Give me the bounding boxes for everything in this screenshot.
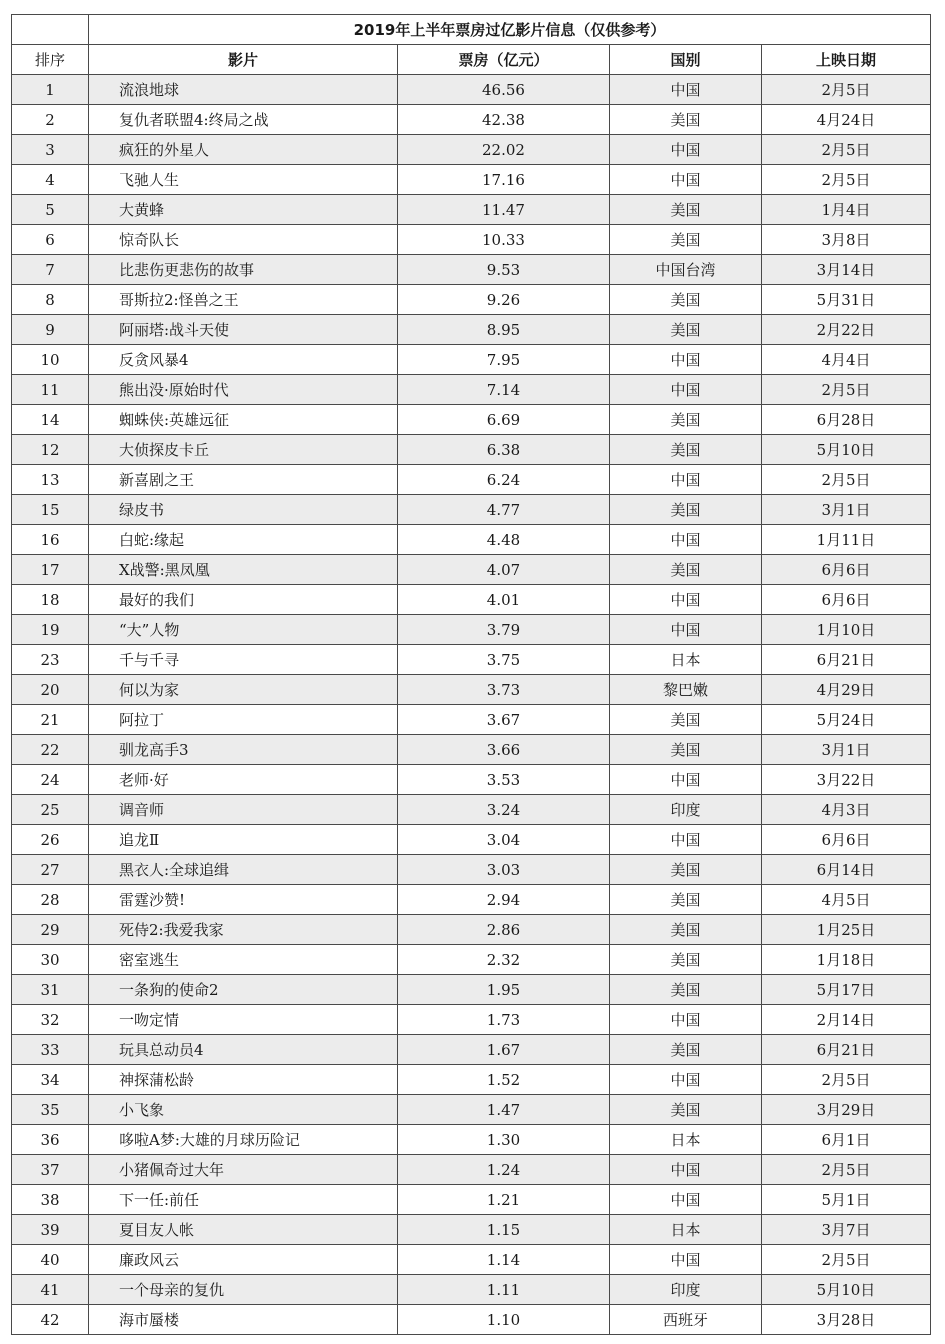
table-row bbox=[12, 675, 931, 705]
country-cell: 美国 bbox=[610, 105, 762, 135]
box-office-cell: 3.79 bbox=[398, 615, 610, 645]
film-title-cell: 海市蜃楼 bbox=[89, 1305, 398, 1335]
box-office-cell: 1.15 bbox=[398, 1215, 610, 1245]
film-title-cell: X战警:黑凤凰 bbox=[89, 555, 398, 585]
release-date-cell: 1月25日 bbox=[762, 915, 931, 945]
rank-cell: 39 bbox=[12, 1215, 89, 1245]
box-office-cell: 3.03 bbox=[398, 855, 610, 885]
film-title-cell: 一条狗的使命2 bbox=[89, 975, 398, 1005]
country-cell: 中国 bbox=[610, 765, 762, 795]
box-office-cell: 6.69 bbox=[398, 405, 610, 435]
country-cell: 美国 bbox=[610, 945, 762, 975]
box-office-cell: 2.32 bbox=[398, 945, 610, 975]
box-office-cell: 1.14 bbox=[398, 1245, 610, 1275]
country-cell: 印度 bbox=[610, 795, 762, 825]
release-date-cell: 1月4日 bbox=[762, 195, 931, 225]
release-date-cell: 6月28日 bbox=[762, 405, 931, 435]
rank-cell: 26 bbox=[12, 825, 89, 855]
table-row bbox=[12, 945, 931, 975]
table-row bbox=[12, 975, 931, 1005]
table-row bbox=[12, 915, 931, 945]
release-date-cell: 2月5日 bbox=[762, 75, 931, 105]
film-title-cell: 死侍2:我爱我家 bbox=[89, 915, 398, 945]
release-date-cell: 4月24日 bbox=[762, 105, 931, 135]
country-cell: 美国 bbox=[610, 285, 762, 315]
country-cell: 中国 bbox=[610, 1185, 762, 1215]
table-row bbox=[12, 885, 931, 915]
film-title-cell: 反贪风暴4 bbox=[89, 345, 398, 375]
country-cell: 美国 bbox=[610, 315, 762, 345]
rank-cell: 31 bbox=[12, 975, 89, 1005]
film-title-cell: 追龙Ⅱ bbox=[89, 825, 398, 855]
release-date-cell: 5月17日 bbox=[762, 975, 931, 1005]
box-office-cell: 17.16 bbox=[398, 165, 610, 195]
film-title-cell: 驯龙高手3 bbox=[89, 735, 398, 765]
rank-cell: 13 bbox=[12, 465, 89, 495]
table-row bbox=[12, 75, 931, 105]
country-cell: 中国 bbox=[610, 1155, 762, 1185]
film-title-cell: 飞驰人生 bbox=[89, 165, 398, 195]
country-cell: 美国 bbox=[610, 705, 762, 735]
box-office-cell: 6.24 bbox=[398, 465, 610, 495]
country-cell: 美国 bbox=[610, 495, 762, 525]
rank-cell: 11 bbox=[12, 375, 89, 405]
rank-cell: 2 bbox=[12, 105, 89, 135]
table-row bbox=[12, 795, 931, 825]
film-title-cell: 老师·好 bbox=[89, 765, 398, 795]
rank-cell: 35 bbox=[12, 1095, 89, 1125]
country-cell: 美国 bbox=[610, 555, 762, 585]
rank-cell: 16 bbox=[12, 525, 89, 555]
film-title-cell: 玩具总动员4 bbox=[89, 1035, 398, 1065]
film-title-cell: 复仇者联盟4:终局之战 bbox=[89, 105, 398, 135]
rank-cell: 20 bbox=[12, 675, 89, 705]
rank-cell: 29 bbox=[12, 915, 89, 945]
box-office-cell: 2.86 bbox=[398, 915, 610, 945]
rank-cell: 5 bbox=[12, 195, 89, 225]
box-office-cell: 9.53 bbox=[398, 255, 610, 285]
rank-cell: 32 bbox=[12, 1005, 89, 1035]
release-date-cell: 6月6日 bbox=[762, 585, 931, 615]
release-date-cell: 3月28日 bbox=[762, 1305, 931, 1335]
release-date-cell: 2月5日 bbox=[762, 1065, 931, 1095]
box-office-cell: 4.48 bbox=[398, 525, 610, 555]
table-body bbox=[12, 75, 931, 1335]
table-row bbox=[12, 525, 931, 555]
box-office-cell: 1.11 bbox=[398, 1275, 610, 1305]
release-date-cell: 6月21日 bbox=[762, 1035, 931, 1065]
box-office-cell: 3.67 bbox=[398, 705, 610, 735]
country-cell: 中国台湾 bbox=[610, 255, 762, 285]
rank-cell: 30 bbox=[12, 945, 89, 975]
table-row bbox=[12, 1275, 931, 1305]
box-office-cell: 4.01 bbox=[398, 585, 610, 615]
film-title-cell: 流浪地球 bbox=[89, 75, 398, 105]
country-cell: 中国 bbox=[610, 345, 762, 375]
table-row bbox=[12, 855, 931, 885]
film-title-cell: 小飞象 bbox=[89, 1095, 398, 1125]
release-date-cell: 3月22日 bbox=[762, 765, 931, 795]
release-date-cell: 1月11日 bbox=[762, 525, 931, 555]
country-cell: 中国 bbox=[610, 585, 762, 615]
country-cell: 中国 bbox=[610, 135, 762, 165]
rank-cell: 1 bbox=[12, 75, 89, 105]
release-date-cell: 5月10日 bbox=[762, 435, 931, 465]
country-cell: 黎巴嫩 bbox=[610, 675, 762, 705]
country-cell: 美国 bbox=[610, 405, 762, 435]
film-title-cell: 阿丽塔:战斗天使 bbox=[89, 315, 398, 345]
table-row bbox=[12, 255, 931, 285]
table-row bbox=[12, 585, 931, 615]
column-header-release-date: 上映日期 bbox=[762, 45, 931, 75]
rank-cell: 17 bbox=[12, 555, 89, 585]
film-title-cell: 大侦探皮卡丘 bbox=[89, 435, 398, 465]
release-date-cell: 5月31日 bbox=[762, 285, 931, 315]
country-cell: 美国 bbox=[610, 855, 762, 885]
release-date-cell: 2月5日 bbox=[762, 375, 931, 405]
box-office-cell: 8.95 bbox=[398, 315, 610, 345]
table-row bbox=[12, 1095, 931, 1125]
film-title-cell: 调音师 bbox=[89, 795, 398, 825]
film-title-cell: 熊出没·原始时代 bbox=[89, 375, 398, 405]
table-row bbox=[12, 375, 931, 405]
country-cell: 美国 bbox=[610, 1095, 762, 1125]
table-row bbox=[12, 645, 931, 675]
column-header-box-office: 票房（亿元） bbox=[398, 45, 610, 75]
film-title-cell: 最好的我们 bbox=[89, 585, 398, 615]
table-row bbox=[12, 825, 931, 855]
release-date-cell: 3月1日 bbox=[762, 495, 931, 525]
rank-cell: 42 bbox=[12, 1305, 89, 1335]
box-office-document bbox=[11, 14, 930, 1335]
rank-cell: 34 bbox=[12, 1065, 89, 1095]
box-office-cell: 1.30 bbox=[398, 1125, 610, 1155]
country-cell: 美国 bbox=[610, 435, 762, 465]
table-row bbox=[12, 705, 931, 735]
table-row bbox=[12, 1005, 931, 1035]
film-title-cell: “大”人物 bbox=[89, 615, 398, 645]
box-office-cell: 1.52 bbox=[398, 1065, 610, 1095]
release-date-cell: 2月5日 bbox=[762, 135, 931, 165]
film-title-cell: 疯狂的外星人 bbox=[89, 135, 398, 165]
box-office-cell: 3.73 bbox=[398, 675, 610, 705]
film-title-cell: 阿拉丁 bbox=[89, 705, 398, 735]
country-cell: 中国 bbox=[610, 615, 762, 645]
box-office-cell: 1.24 bbox=[398, 1155, 610, 1185]
rank-cell: 19 bbox=[12, 615, 89, 645]
rank-cell: 28 bbox=[12, 885, 89, 915]
table-row bbox=[12, 1305, 931, 1335]
box-office-cell: 3.04 bbox=[398, 825, 610, 855]
box-office-cell: 3.66 bbox=[398, 735, 610, 765]
release-date-cell: 1月18日 bbox=[762, 945, 931, 975]
country-cell: 中国 bbox=[610, 465, 762, 495]
country-cell: 中国 bbox=[610, 1245, 762, 1275]
table-row bbox=[12, 285, 931, 315]
rank-cell: 40 bbox=[12, 1245, 89, 1275]
rank-cell: 24 bbox=[12, 765, 89, 795]
table-row bbox=[12, 225, 931, 255]
release-date-cell: 6月1日 bbox=[762, 1125, 931, 1155]
film-title-cell: 大黄蜂 bbox=[89, 195, 398, 225]
box-office-cell: 4.77 bbox=[398, 495, 610, 525]
country-cell: 美国 bbox=[610, 195, 762, 225]
table-row bbox=[12, 315, 931, 345]
table-row bbox=[12, 735, 931, 765]
film-title-cell: 下一任:前任 bbox=[89, 1185, 398, 1215]
country-cell: 中国 bbox=[610, 75, 762, 105]
rank-cell: 41 bbox=[12, 1275, 89, 1305]
film-title-cell: 神探蒲松龄 bbox=[89, 1065, 398, 1095]
rank-cell: 4 bbox=[12, 165, 89, 195]
release-date-cell: 2月5日 bbox=[762, 165, 931, 195]
table-row bbox=[12, 435, 931, 465]
column-header-rank: 排序 bbox=[12, 45, 89, 75]
table-row bbox=[12, 555, 931, 585]
release-date-cell: 2月5日 bbox=[762, 1155, 931, 1185]
table-row bbox=[12, 1245, 931, 1275]
rank-cell: 14 bbox=[12, 405, 89, 435]
table-row bbox=[12, 405, 931, 435]
release-date-cell: 4月5日 bbox=[762, 885, 931, 915]
box-office-cell: 11.47 bbox=[398, 195, 610, 225]
country-cell: 美国 bbox=[610, 1035, 762, 1065]
film-title-cell: 何以为家 bbox=[89, 675, 398, 705]
table-row bbox=[12, 1155, 931, 1185]
country-cell: 日本 bbox=[610, 1125, 762, 1155]
rank-cell: 38 bbox=[12, 1185, 89, 1215]
country-cell: 美国 bbox=[610, 885, 762, 915]
release-date-cell: 3月1日 bbox=[762, 735, 931, 765]
film-title-cell: 一个母亲的复仇 bbox=[89, 1275, 398, 1305]
box-office-cell: 46.56 bbox=[398, 75, 610, 105]
film-title-cell: 哥斯拉2:怪兽之王 bbox=[89, 285, 398, 315]
column-header-film: 影片 bbox=[89, 45, 398, 75]
rank-cell: 8 bbox=[12, 285, 89, 315]
release-date-cell: 3月29日 bbox=[762, 1095, 931, 1125]
table-row bbox=[12, 615, 931, 645]
release-date-cell: 4月4日 bbox=[762, 345, 931, 375]
film-title-cell: 绿皮书 bbox=[89, 495, 398, 525]
film-title-cell: 一吻定情 bbox=[89, 1005, 398, 1035]
box-office-cell: 22.02 bbox=[398, 135, 610, 165]
title-corner-cell bbox=[12, 15, 89, 45]
box-office-cell: 3.75 bbox=[398, 645, 610, 675]
film-title-cell: 蜘蛛侠:英雄远征 bbox=[89, 405, 398, 435]
box-office-cell: 7.95 bbox=[398, 345, 610, 375]
column-header-country: 国别 bbox=[610, 45, 762, 75]
rank-cell: 33 bbox=[12, 1035, 89, 1065]
film-title-cell: 小猪佩奇过大年 bbox=[89, 1155, 398, 1185]
table-row bbox=[12, 1185, 931, 1215]
rank-cell: 9 bbox=[12, 315, 89, 345]
box-office-cell: 1.73 bbox=[398, 1005, 610, 1035]
release-date-cell: 6月6日 bbox=[762, 555, 931, 585]
country-cell: 日本 bbox=[610, 1215, 762, 1245]
box-office-cell: 6.38 bbox=[398, 435, 610, 465]
country-cell: 中国 bbox=[610, 1005, 762, 1035]
country-cell: 中国 bbox=[610, 165, 762, 195]
rank-cell: 15 bbox=[12, 495, 89, 525]
table-row bbox=[12, 135, 931, 165]
box-office-cell: 42.38 bbox=[398, 105, 610, 135]
rank-cell: 12 bbox=[12, 435, 89, 465]
film-title-cell: 白蛇:缘起 bbox=[89, 525, 398, 555]
box-office-cell: 4.07 bbox=[398, 555, 610, 585]
release-date-cell: 3月8日 bbox=[762, 225, 931, 255]
country-cell: 西班牙 bbox=[610, 1305, 762, 1335]
country-cell: 中国 bbox=[610, 825, 762, 855]
film-title-cell: 新喜剧之王 bbox=[89, 465, 398, 495]
header-row bbox=[12, 45, 931, 75]
country-cell: 日本 bbox=[610, 645, 762, 675]
box-office-cell: 7.14 bbox=[398, 375, 610, 405]
release-date-cell: 3月7日 bbox=[762, 1215, 931, 1245]
table-row bbox=[12, 1215, 931, 1245]
release-date-cell: 2月5日 bbox=[762, 1245, 931, 1275]
country-cell: 印度 bbox=[610, 1275, 762, 1305]
country-cell: 中国 bbox=[610, 525, 762, 555]
film-title-cell: 比悲伤更悲伤的故事 bbox=[89, 255, 398, 285]
table-row bbox=[12, 495, 931, 525]
rank-cell: 6 bbox=[12, 225, 89, 255]
country-cell: 中国 bbox=[610, 375, 762, 405]
box-office-cell: 3.24 bbox=[398, 795, 610, 825]
box-office-cell: 3.53 bbox=[398, 765, 610, 795]
release-date-cell: 2月5日 bbox=[762, 465, 931, 495]
rank-cell: 27 bbox=[12, 855, 89, 885]
rank-cell: 7 bbox=[12, 255, 89, 285]
release-date-cell: 6月6日 bbox=[762, 825, 931, 855]
rank-cell: 23 bbox=[12, 645, 89, 675]
release-date-cell: 2月22日 bbox=[762, 315, 931, 345]
release-date-cell: 5月24日 bbox=[762, 705, 931, 735]
box-office-cell: 10.33 bbox=[398, 225, 610, 255]
film-title-cell: 廉政风云 bbox=[89, 1245, 398, 1275]
release-date-cell: 4月29日 bbox=[762, 675, 931, 705]
film-title-cell: 密室逃生 bbox=[89, 945, 398, 975]
title-row bbox=[12, 15, 931, 45]
film-title-cell: 夏目友人帐 bbox=[89, 1215, 398, 1245]
rank-cell: 36 bbox=[12, 1125, 89, 1155]
film-title-cell: 千与千寻 bbox=[89, 645, 398, 675]
film-title-cell: 黑衣人:全球追缉 bbox=[89, 855, 398, 885]
box-office-table bbox=[11, 14, 931, 1335]
table-row bbox=[12, 345, 931, 375]
country-cell: 美国 bbox=[610, 735, 762, 765]
table-row bbox=[12, 765, 931, 795]
table-row bbox=[12, 165, 931, 195]
country-cell: 美国 bbox=[610, 975, 762, 1005]
country-cell: 美国 bbox=[610, 225, 762, 255]
table-title: 2019年上半年票房过亿影片信息（仅供参考） bbox=[89, 15, 931, 45]
box-office-cell: 1.10 bbox=[398, 1305, 610, 1335]
box-office-cell: 2.94 bbox=[398, 885, 610, 915]
table-row bbox=[12, 465, 931, 495]
film-title-cell: 哆啦A梦:大雄的月球历险记 bbox=[89, 1125, 398, 1155]
film-title-cell: 雷霆沙赞! bbox=[89, 885, 398, 915]
rank-cell: 25 bbox=[12, 795, 89, 825]
table-row bbox=[12, 1035, 931, 1065]
rank-cell: 18 bbox=[12, 585, 89, 615]
rank-cell: 3 bbox=[12, 135, 89, 165]
release-date-cell: 2月14日 bbox=[762, 1005, 931, 1035]
box-office-cell: 1.21 bbox=[398, 1185, 610, 1215]
rank-cell: 37 bbox=[12, 1155, 89, 1185]
table-row bbox=[12, 195, 931, 225]
rank-cell: 22 bbox=[12, 735, 89, 765]
release-date-cell: 6月14日 bbox=[762, 855, 931, 885]
release-date-cell: 5月1日 bbox=[762, 1185, 931, 1215]
rank-cell: 21 bbox=[12, 705, 89, 735]
table-row bbox=[12, 1125, 931, 1155]
release-date-cell: 6月21日 bbox=[762, 645, 931, 675]
box-office-cell: 9.26 bbox=[398, 285, 610, 315]
release-date-cell: 4月3日 bbox=[762, 795, 931, 825]
release-date-cell: 1月10日 bbox=[762, 615, 931, 645]
rank-cell: 10 bbox=[12, 345, 89, 375]
table-row bbox=[12, 1065, 931, 1095]
box-office-cell: 1.47 bbox=[398, 1095, 610, 1125]
box-office-cell: 1.95 bbox=[398, 975, 610, 1005]
release-date-cell: 3月14日 bbox=[762, 255, 931, 285]
country-cell: 美国 bbox=[610, 915, 762, 945]
box-office-cell: 1.67 bbox=[398, 1035, 610, 1065]
film-title-cell: 惊奇队长 bbox=[89, 225, 398, 255]
table-row bbox=[12, 105, 931, 135]
country-cell: 中国 bbox=[610, 1065, 762, 1095]
release-date-cell: 5月10日 bbox=[762, 1275, 931, 1305]
